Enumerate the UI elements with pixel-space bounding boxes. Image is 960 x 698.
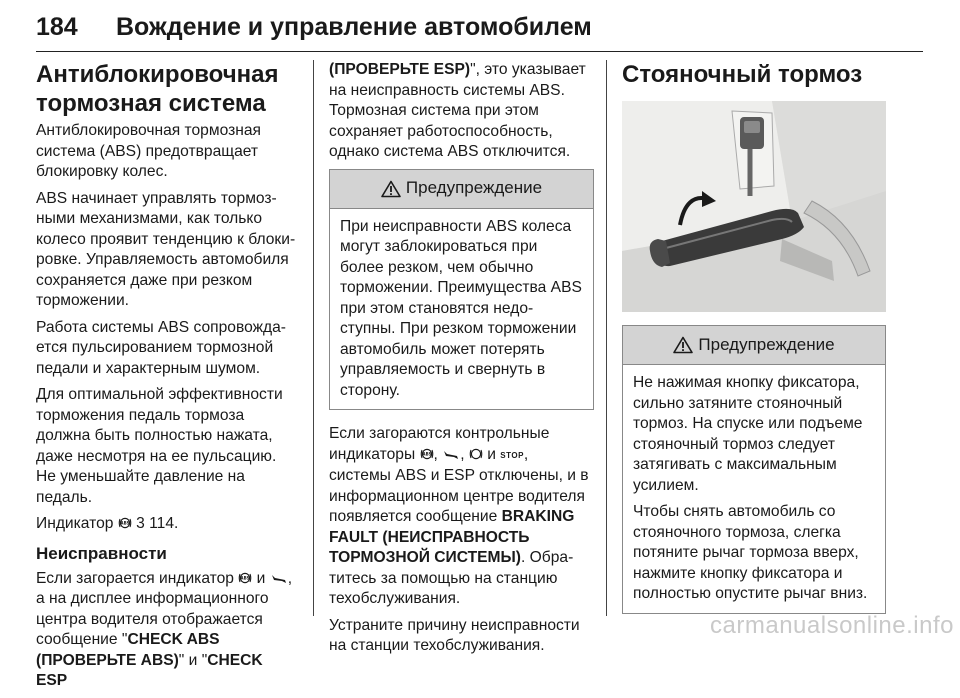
warning-triangle-icon <box>673 336 693 354</box>
warning-text: Чтобы снять автомобиль со стояночного тормоза, слегка потяните рычаг тормоза вверх, нажмите кнопку фиксатора и полностью опустите рычаг вниз. <box>633 503 868 602</box>
abs-pulsation-paragraph: Работа системы ABS сопровожда-ется пульсированием тормозной педали и характерным шумом. <box>36 318 286 377</box>
wrench-service-icon <box>270 571 288 585</box>
check-esp-message: CHECK ESP <box>36 651 263 689</box>
repair-paragraph: Устраните причину неисправности на станции техобслуживания. <box>329 616 580 654</box>
warning-header <box>330 170 593 209</box>
chapter-title: Вождение и управление автомобилем <box>116 13 592 41</box>
stop-indicator-icon: STOP <box>500 450 524 460</box>
svg-text:ABS: ABS <box>421 451 432 457</box>
page-header <box>36 0 923 52</box>
column-divider <box>313 60 314 616</box>
wrench-service-icon <box>442 447 460 461</box>
parking-brake-illustration <box>622 101 886 312</box>
faults-continued-paragraph: (ПРОВЕРЬТЕ ESP)", это указывает на неисправность системы ABS. Тормозная система при этом сохраняет работоспособность, однако система ABS отключится. <box>329 61 586 160</box>
warning-text: Не нажимая кнопку фиксатора, сильно затяните стояночный тормоз. На спуске или подъеме стояночный тормоз следует затягивать с максимальным усилием. <box>633 374 863 494</box>
braking-fault-message: BRAKING FAULT (НЕИСПРАВНОСТЬ ТОРМОЗНОЙ СИСТЕМЫ) <box>329 508 575 566</box>
abs-heading: Антиблокировочная тормозная система <box>36 61 279 117</box>
check-abs-message: CHECK ABS (ПРОВЕРЬТЕ ABS) <box>36 631 220 669</box>
abs-indicator-icon <box>420 447 434 461</box>
column-1 <box>36 60 298 698</box>
svg-text:ABS: ABS <box>240 575 250 581</box>
brake-system-icon <box>469 447 483 461</box>
column-3 <box>622 60 886 628</box>
faults-paragraph: Если загорается индикатор ABS и , а на дисплее информационного центра водителя отображается сообщение "CHECK ABS (ПРОВЕРЬТЕ ABS)" и "CHECK ESP <box>36 569 293 689</box>
warning-title: Предупреждение <box>698 334 835 354</box>
faults-subheading: Неисправности <box>36 543 167 563</box>
warning-title: Предупреждение <box>405 178 543 198</box>
parking-brake-heading: Стояночный тормоз <box>622 61 863 88</box>
column-2 <box>329 60 594 663</box>
abs-warning-box <box>329 169 594 411</box>
watermark: carmanualsonline.info <box>710 612 954 639</box>
warning-triangle-icon <box>381 180 401 198</box>
abs-intro-paragraph: Антиблокировочная тормозная система (ABS) предотвращает блокировку колес. <box>36 122 261 180</box>
column-divider <box>606 60 607 616</box>
abs-pedal-paragraph: Для оптимальной эффективности торможения педаль тормоза должна быть полностью нажата, даже несмотря на ее пульсацию. Не уменьшайте давление на педаль. <box>36 386 283 506</box>
page-number: 184 <box>36 13 78 41</box>
abs-operation-paragraph: ABS начинает управлять тормоз-ными механизмами, как только колесо проявит тенденцию к блоки-ровке. Управляемость автомобиля сохраняется даже при резком торможении. <box>36 189 296 309</box>
abs-indicator-ref: Индикатор ABS 3 114. <box>36 515 179 532</box>
abs-indicator-icon <box>238 571 252 585</box>
svg-text:ABS: ABS <box>120 520 130 526</box>
page-ref-arrow: 3 <box>136 515 145 532</box>
warning-text: При неисправности ABS колеса могут заблокироваться при более резком, чем обычно торможении. Преимущества ABS при этом становятся недо-ступны. При резком торможении автомобиль может потерять управляемость и свернуть в сторону. <box>340 217 582 399</box>
page-ref: 114. <box>149 515 179 532</box>
warning-header <box>623 326 885 365</box>
parking-brake-warning-box <box>622 325 886 614</box>
braking-fault-paragraph: Если загораются контрольные индикаторы ABS , , и STOP, системы ABS и ESP отключены, и в информационном центре водителя появляется сообщение BRAKING FAULT (НЕИСПРАВНОСТЬ ТОРМОЗНОЙ СИСТЕМЫ). Обра-титесь за помощью на станцию техобслуживания. <box>329 425 589 607</box>
abs-indicator-icon <box>118 516 132 530</box>
